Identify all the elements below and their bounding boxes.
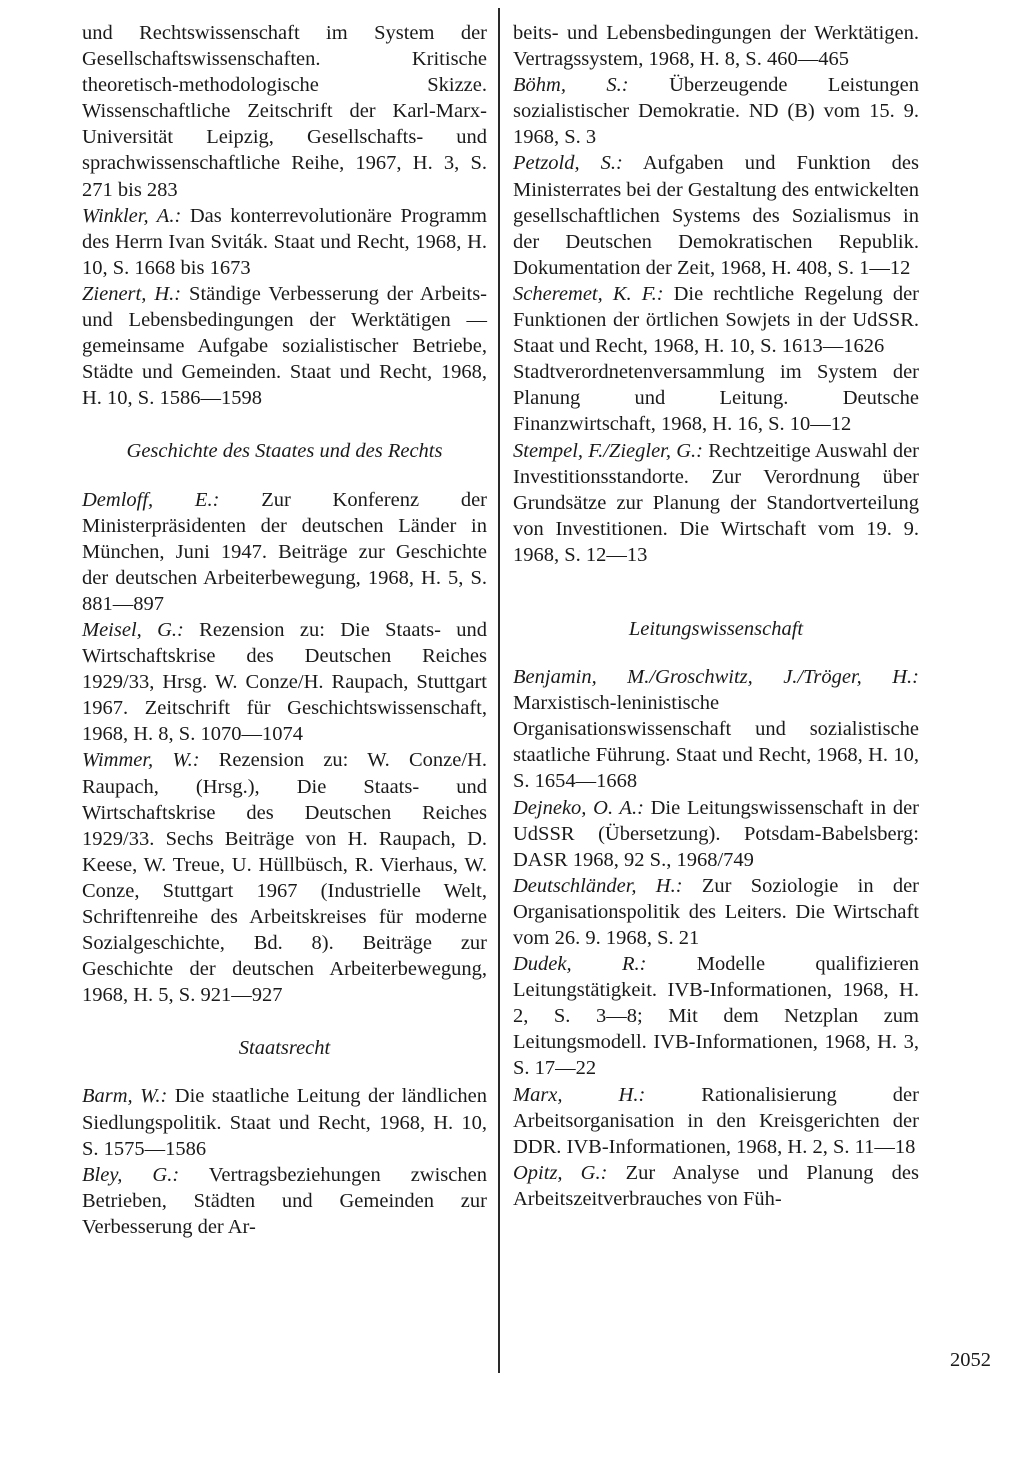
entry-group — [513, 72, 919, 568]
bibliography-entry — [513, 150, 919, 280]
entry-author: Meisel, G.: — [82, 618, 184, 641]
continuation-text: beits- und Lebensbedingungen der Werktätigen. Vertragssystem, 1968, H. 8, S. 460—465 — [513, 22, 919, 71]
entry-author: Benjamin, M./Groschwitz, J./Tröger, H.: — [513, 666, 919, 689]
entry-author: Demloff, E.: — [82, 488, 220, 511]
entry-group — [82, 487, 487, 1009]
bibliography-entry — [82, 1162, 487, 1240]
entry-text: Modelle qualifizieren Leitungstätigkeit. IVB-Informationen, 1968, H. 2, S. 3—8; Mit dem Netzplan zum Leitungsmodell. IVB-Informationen, 1968, H. 3, S. 17—22 — [513, 953, 919, 1080]
column-divider — [498, 8, 500, 1373]
bibliography-entry — [82, 203, 487, 281]
bibliography-entry — [82, 1083, 487, 1161]
bibliography-entry — [513, 795, 919, 873]
entry-text: Rechtzeitige Auswahl der Investitionsstandorte. Zur Verordnung über Grundsätze zur Planung der Standortverteilung von Investitionen. Die Wirtschaft vom 19. 9. 1968, S. 12—13 — [513, 439, 919, 566]
bibliography-entry — [513, 72, 919, 150]
entry-author: Barm, W.: — [82, 1085, 168, 1108]
bibliography-entry — [513, 1160, 919, 1212]
entry-text: Das konterrevolutionäre Programm des Herrn Ivan Sviták. Staat und Recht, 1968, H. 10, S. 1668 bis 1673 — [82, 204, 487, 279]
bibliography-entry — [513, 951, 919, 1081]
right-column — [513, 20, 919, 1212]
entry-author: Dejneko, O. A.: — [513, 796, 644, 819]
entry-text: Zur Konferenz der Ministerpräsidenten der deutschen Länder in München, Juni 1947. Beiträge zur Geschichte der deutschen Arbeiterbewegung, 1968, H. 5, S. 881—897 — [82, 488, 487, 615]
entry-text: Marxistisch-leninistische Organisationswissenschaft und sozialistische staatliche Führung. Staat und Recht, 1968, H. 10, S. 1654—1668 — [513, 692, 919, 793]
entry-group — [82, 203, 487, 412]
entry-author: Stempel, F./Ziegler, G.: — [513, 439, 703, 462]
entry-text: Rezension zu: W. Conze/H. Raupach, (Hrsg.), Die Staats- und Wirtschaftskrise des Deutschen Reiches 1929/33. Sechs Beiträge von H. Raupach, D. Keese, W. Treue, U. Hüllbüsch, R. Vierhaus, W. Conze, Stuttgart 1967 (Industrielle Welt, Schriftenreihe des Arbeitskreises für moderne Sozialgeschichte, Bd. 8). Beiträge zur Geschichte der deutschen Arbeiterbewegung, 1968, H. 5, S. 921—927 — [82, 749, 487, 1007]
entry-author: Winkler, A.: — [82, 204, 182, 227]
entry-author: Wimmer, W.: — [82, 749, 200, 772]
section-heading: Staatsrecht — [238, 1037, 331, 1060]
entry-text: Überzeugende Leistungen sozialistischer Demokratie. ND (B) vom 15. 9. 1968, S. 3 — [513, 74, 920, 149]
section-heading: Leitungswissenschaft — [628, 617, 804, 640]
bibliography-entry — [82, 487, 487, 617]
entry-text: Rezension zu: Die Staats- und Wirtschaftskrise des Deutschen Reiches 1929/33, Hrsg. W. Conze/H. Raupach, Stuttgart 1967. Zeitschrift für Geschichtswissenschaft, 1968, H. 8, S. 1070—1074 — [82, 618, 487, 746]
entry-author: Opitz, G.: — [513, 1161, 608, 1184]
entry-author: Böhm, S.: — [513, 74, 629, 97]
bibliography-entry — [513, 873, 919, 951]
continuation-text: und Rechtswissenschaft im System der Gesellschaftswissenschaften. Kritische theoretisch-methodologische Skizze. Wissenschaftliche Zeitschrift der Karl-Marx-Universität Leipzig, Gesellschafts- und sprachwissenschaftliche Reihe, 1967, H. 3, S. 271 bis 283 — [82, 22, 487, 201]
entry-text: Die Leitungswissenschaft in der UdSSR (Übersetzung). Potsdam-Babelsberg: DASR 1968, 92 S., 1968/749 — [513, 796, 919, 871]
bibliography-entry — [82, 617, 487, 747]
entry-text: Rationalisierung der Arbeitsorganisation in den Kreisgerichten der DDR. IVB-Informationen, 1968, H. 2, S. 11—18 — [513, 1083, 919, 1158]
bibliography-entry — [513, 1082, 919, 1160]
entry-author: Petzold, S.: — [513, 152, 623, 175]
bibliography-entry — [513, 359, 919, 437]
entry-author: Bley, G.: — [82, 1163, 180, 1186]
entry-text: Zur Analyse und Planung des Arbeitszeitverbrauches von Füh- — [513, 1161, 919, 1210]
entry-text: Ständige Verbesserung der Arbeits- und Lebensbedingungen der Werktätigen — gemeinsame Aufgabe sozialistischer Betriebe, Städte und Gemeinden. Staat und Recht, 1968, H. 10, S. 1586—1598 — [82, 282, 487, 410]
bibliography-entry — [82, 281, 487, 411]
entry-author: Scheremet, K. F.: — [513, 282, 664, 305]
page-number: 2052 — [950, 1349, 991, 1371]
entry-text: Aufgaben und Funktion des Ministerrates bei der Gestaltung des entwickelten gesellschaftlichen Systems des Sozialismus in der Deutschen Demokratischen Republik. Dokumentation der Zeit, 1968, H. 408, S. 1—12 — [513, 152, 919, 279]
entry-group — [513, 664, 919, 1212]
entry-author: Zienert, H.: — [82, 282, 182, 305]
bibliography-entry — [513, 664, 919, 794]
left-column — [82, 20, 487, 1240]
bibliography-entry — [513, 281, 919, 359]
entry-text: Die staatliche Leitung der ländlichen Siedlungspolitik. Staat und Recht, 1968, H. 10, S. 1575—1586 — [82, 1085, 488, 1160]
bibliography-entry — [82, 747, 487, 1008]
entry-text: Zur Soziologie in der Organisationspolitik des Leiters. Die Wirtschaft vom 26. 9. 1968, S. 21 — [513, 874, 920, 949]
entry-author: Deutschländer, H.: — [513, 874, 683, 897]
entry-text: Die rechtliche Regelung der Funktionen der örtlichen Sowjets in der UdSSR. Staat und Recht, 1968, H. 10, S. 1613—1626 — [513, 282, 919, 358]
entry-text: Vertragsbeziehungen zwischen Betrieben, Städten und Gemeinden zur Verbesserung der Ar- — [82, 1163, 487, 1238]
bibliography-entry — [513, 438, 919, 568]
entry-text: Stadtverordnetenversammlung im System der Planung und Leitung. Deutsche Finanzwirtschaft, 1968, H. 16, S. 10—12 — [513, 361, 919, 436]
entry-author: Dudek, R.: — [513, 953, 647, 976]
entry-author: Marx, H.: — [513, 1083, 646, 1106]
section-heading: Geschichte des Staates und des Rechts — [126, 440, 443, 463]
entry-group — [82, 1083, 487, 1240]
